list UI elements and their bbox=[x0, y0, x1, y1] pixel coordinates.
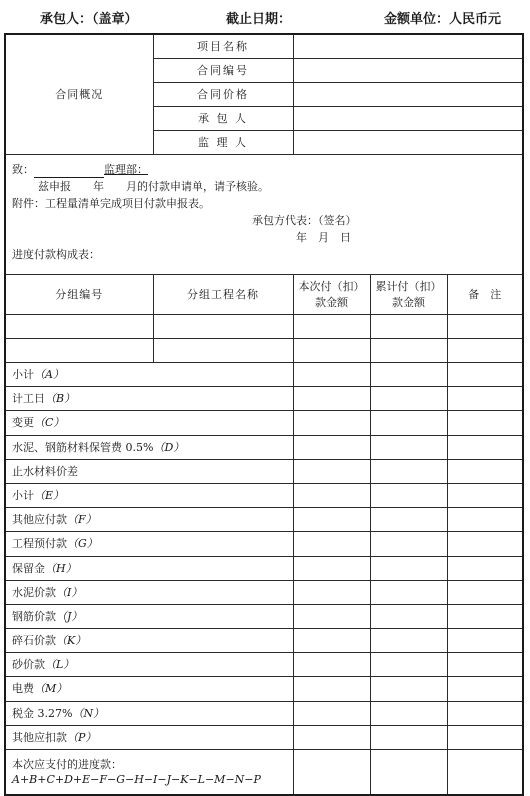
payable-progress-label: 本次应支付的进度款：A+B+C+D+E−F−G−H−I−J−K−L−M−N−P bbox=[5, 750, 293, 796]
group-entry-row bbox=[5, 339, 523, 363]
item-row-waterstop-diff bbox=[5, 459, 523, 483]
cumulative-amount-cell[interactable] bbox=[370, 363, 447, 387]
current-amount-cell[interactable] bbox=[293, 725, 370, 749]
cumulative-amount-cell[interactable] bbox=[370, 629, 447, 653]
letter-signature-line: 承包方代表：（签名） bbox=[252, 214, 357, 227]
remark-cell[interactable] bbox=[447, 604, 523, 628]
item-row-advance-g bbox=[5, 532, 523, 556]
remark-cell[interactable] bbox=[447, 411, 523, 435]
composition-header-row bbox=[5, 275, 523, 315]
cumulative-amount-cell[interactable] bbox=[370, 387, 447, 411]
col-group-name: 分组工程名称 bbox=[153, 275, 293, 315]
supervision-dept-blank[interactable] bbox=[34, 165, 104, 178]
item-row-retention-h bbox=[5, 556, 523, 580]
cumulative-amount-cell[interactable] bbox=[370, 750, 447, 796]
group-number-cell[interactable] bbox=[5, 315, 153, 339]
cumulative-amount-cell[interactable] bbox=[370, 604, 447, 628]
supervisor-field[interactable] bbox=[293, 131, 523, 155]
item-row-electricity-m bbox=[5, 677, 523, 701]
letter-to-prefix: 致： bbox=[12, 163, 34, 176]
supervisor-label: 监 理 人 bbox=[153, 131, 293, 155]
currency-unit-label: 金额单位：人民币元 bbox=[384, 12, 502, 27]
cumulative-amount-cell[interactable] bbox=[370, 701, 447, 725]
payable-formula: A+B+C+D+E−F−G−H−I−J−K−L−M−N−P bbox=[12, 773, 261, 786]
remark-cell[interactable] bbox=[447, 459, 523, 483]
contractor-field[interactable] bbox=[293, 107, 523, 131]
current-amount-cell[interactable] bbox=[293, 532, 370, 556]
remark-cell[interactable] bbox=[447, 387, 523, 411]
item-label: 小计（E） bbox=[5, 483, 293, 507]
item-label: 钢筋价款（J） bbox=[5, 604, 293, 628]
current-amount-cell[interactable] bbox=[293, 701, 370, 725]
letter-to-suffix: 监理部： bbox=[104, 163, 148, 176]
item-row-other-payable-f bbox=[5, 508, 523, 532]
item-label: 其他应扣款（P） bbox=[5, 725, 293, 749]
item-label: 碎石价款（K） bbox=[5, 629, 293, 653]
letter-attachment-line: 附件：工程量清单完成项目付款申报表。 bbox=[12, 197, 210, 210]
remark-cell[interactable] bbox=[447, 701, 523, 725]
remark-cell[interactable] bbox=[447, 483, 523, 507]
remark-cell[interactable] bbox=[447, 508, 523, 532]
cumulative-amount-cell[interactable] bbox=[370, 653, 447, 677]
project-name-field[interactable] bbox=[293, 34, 523, 59]
item-label: 电费（M） bbox=[5, 677, 293, 701]
item-row-payable-progress bbox=[5, 750, 523, 796]
current-amount-cell[interactable] bbox=[293, 363, 370, 387]
current-amount-cell[interactable] bbox=[293, 483, 370, 507]
letter-addressee-line bbox=[12, 161, 516, 178]
overview-row-project-name bbox=[5, 34, 523, 59]
col-current-amount: 本次付（扣）款金额 bbox=[293, 275, 370, 315]
item-label: 保留金（H） bbox=[5, 556, 293, 580]
remark-cell[interactable] bbox=[447, 629, 523, 653]
remark-cell[interactable] bbox=[447, 653, 523, 677]
item-label: 税金 3.27%（N） bbox=[5, 701, 293, 725]
item-row-gravel-k bbox=[5, 629, 523, 653]
letter-date-line: 年 月 日 bbox=[296, 231, 351, 244]
current-amount-cell[interactable] bbox=[293, 556, 370, 580]
remark-cell[interactable] bbox=[447, 315, 523, 339]
contractor-seal-label: 承包人：（盖章） bbox=[40, 12, 138, 27]
item-row-storage-fee-d bbox=[5, 435, 523, 459]
cumulative-amount-cell[interactable] bbox=[370, 556, 447, 580]
current-amount-cell[interactable] bbox=[293, 604, 370, 628]
item-label: 水泥、钢筋材料保管费 0.5%（D） bbox=[5, 435, 293, 459]
contract-price-field[interactable] bbox=[293, 83, 523, 107]
remark-cell[interactable] bbox=[447, 725, 523, 749]
item-label: 小计（A） bbox=[5, 363, 293, 387]
application-letter bbox=[5, 155, 523, 275]
item-row-subtotal-a bbox=[5, 363, 523, 387]
contract-number-field[interactable] bbox=[293, 59, 523, 83]
current-amount-cell[interactable] bbox=[293, 435, 370, 459]
item-row-other-deduction-p bbox=[5, 725, 523, 749]
cumulative-amount-cell[interactable] bbox=[370, 483, 447, 507]
col-cumulative-amount: 累计付（扣）款金额 bbox=[370, 275, 447, 315]
col-remark: 备 注 bbox=[447, 275, 523, 315]
contract-overview-label: 合同概况 bbox=[5, 34, 153, 155]
remark-cell[interactable] bbox=[447, 363, 523, 387]
cumulative-amount-cell[interactable] bbox=[370, 459, 447, 483]
group-name-cell[interactable] bbox=[153, 315, 293, 339]
form-header bbox=[0, 6, 530, 26]
group-name-cell[interactable] bbox=[153, 339, 293, 363]
remark-cell[interactable] bbox=[447, 556, 523, 580]
remark-cell[interactable] bbox=[447, 532, 523, 556]
cumulative-amount-cell[interactable] bbox=[370, 508, 447, 532]
cumulative-amount-cell[interactable] bbox=[370, 339, 447, 363]
item-row-sand-l bbox=[5, 653, 523, 677]
remark-cell[interactable] bbox=[447, 435, 523, 459]
item-label: 止水材料价差 bbox=[5, 459, 293, 483]
item-row-subtotal-e bbox=[5, 483, 523, 507]
cumulative-amount-cell[interactable] bbox=[370, 725, 447, 749]
remark-cell[interactable] bbox=[447, 339, 523, 363]
item-label: 其他应付款（F） bbox=[5, 508, 293, 532]
current-amount-cell[interactable] bbox=[293, 677, 370, 701]
current-amount-cell[interactable] bbox=[293, 387, 370, 411]
cumulative-amount-cell[interactable] bbox=[370, 580, 447, 604]
contract-number-label: 合同编号 bbox=[153, 59, 293, 83]
payment-application-table bbox=[4, 33, 524, 796]
item-label: 工程预付款（G） bbox=[5, 532, 293, 556]
contractor-label: 承 包 人 bbox=[153, 107, 293, 131]
cumulative-amount-cell[interactable] bbox=[370, 532, 447, 556]
item-row-change-c bbox=[5, 411, 523, 435]
composition-title: 进度付款构成表： bbox=[12, 248, 100, 261]
current-amount-cell[interactable] bbox=[293, 339, 370, 363]
item-row-tax-n bbox=[5, 701, 523, 725]
cumulative-amount-cell[interactable] bbox=[370, 411, 447, 435]
current-amount-cell[interactable] bbox=[293, 653, 370, 677]
cumulative-amount-cell[interactable] bbox=[370, 435, 447, 459]
current-amount-cell[interactable] bbox=[293, 580, 370, 604]
remark-cell[interactable] bbox=[447, 750, 523, 796]
remark-cell[interactable] bbox=[447, 677, 523, 701]
item-row-daywork-b bbox=[5, 387, 523, 411]
contract-price-label: 合同价格 bbox=[153, 83, 293, 107]
item-label: 变更（C） bbox=[5, 411, 293, 435]
cumulative-amount-cell[interactable] bbox=[370, 677, 447, 701]
current-amount-cell[interactable] bbox=[293, 508, 370, 532]
item-row-cement-i bbox=[5, 580, 523, 604]
current-amount-cell[interactable] bbox=[293, 459, 370, 483]
item-label: 水泥价款（I） bbox=[5, 580, 293, 604]
current-amount-cell[interactable] bbox=[293, 411, 370, 435]
item-label: 砂价款（L） bbox=[5, 653, 293, 677]
project-name-label: 项目名称 bbox=[153, 34, 293, 59]
cumulative-amount-cell[interactable] bbox=[370, 315, 447, 339]
group-entry-row bbox=[5, 315, 523, 339]
group-number-cell[interactable] bbox=[5, 339, 153, 363]
col-group-number: 分组编号 bbox=[5, 275, 153, 315]
current-amount-cell[interactable] bbox=[293, 750, 370, 796]
remark-cell[interactable] bbox=[447, 580, 523, 604]
item-row-steel-j bbox=[5, 604, 523, 628]
current-amount-cell[interactable] bbox=[293, 315, 370, 339]
item-label: 计工日（B） bbox=[5, 387, 293, 411]
application-letter-row bbox=[5, 155, 523, 275]
deadline-label: 截止日期： bbox=[226, 12, 292, 27]
current-amount-cell[interactable] bbox=[293, 629, 370, 653]
letter-body-line: 兹申报 年 月的付款申请单，请予核验。 bbox=[38, 180, 269, 193]
